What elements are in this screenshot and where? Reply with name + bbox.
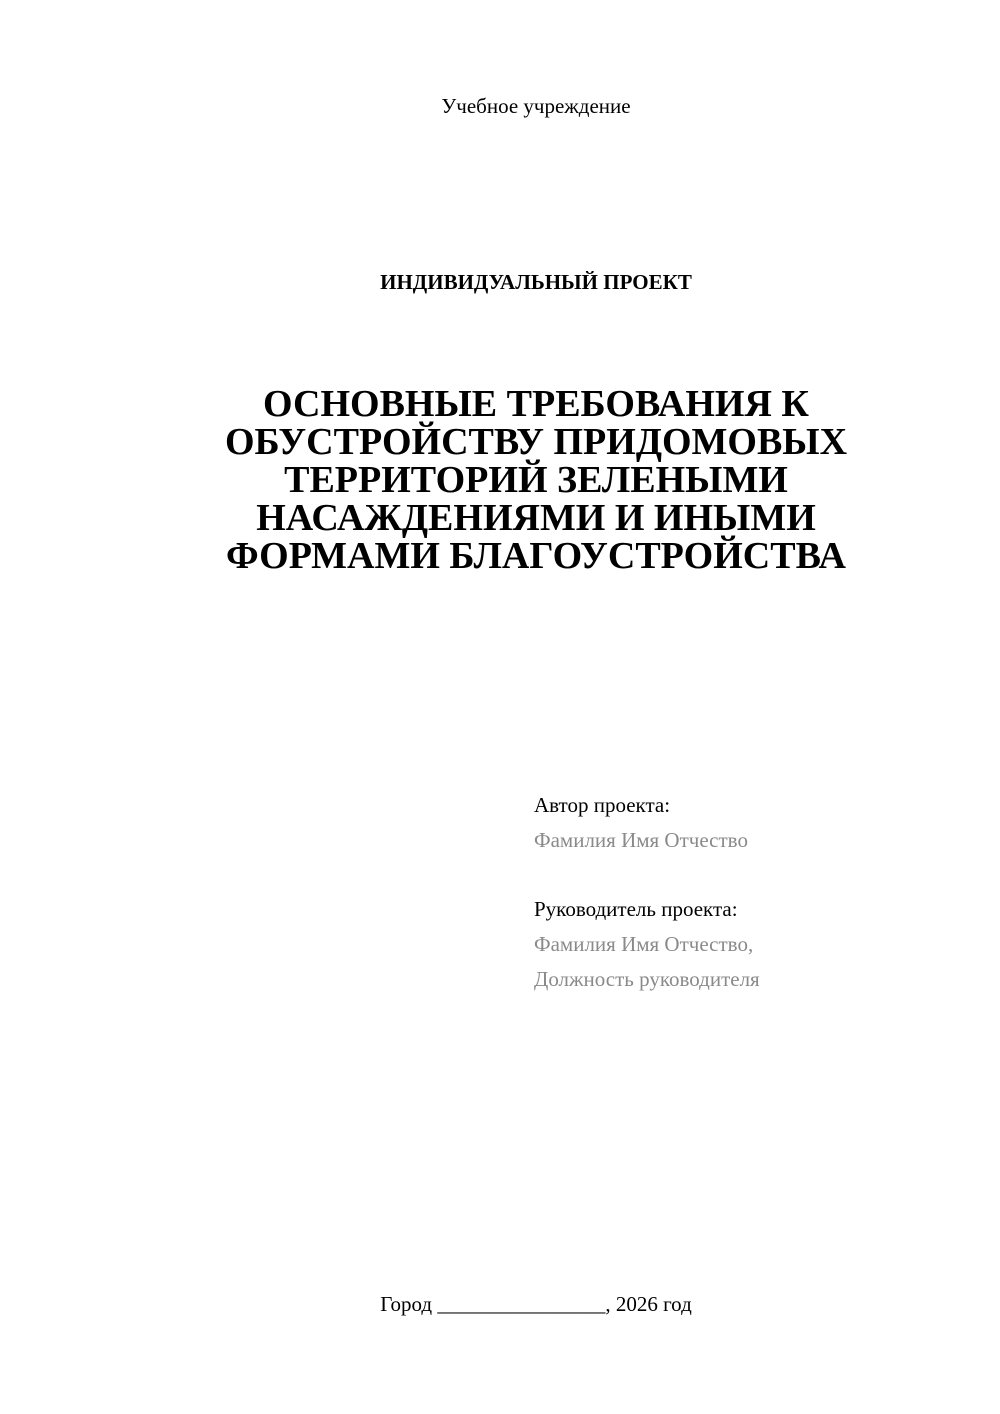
project-title-line: ОСНОВНЫЕ ТРЕБОВАНИЯ К	[263, 383, 809, 425]
project-title	[180, 385, 892, 575]
project-title-line: ФОРМАМИ БЛАГОУСТРОЙСТВА	[226, 535, 846, 577]
city-year-line: Город ________________, 2026 год	[380, 1292, 692, 1316]
author-label: Автор проекта:	[534, 793, 671, 817]
author-name-placeholder: Фамилия Имя Отчество	[534, 828, 748, 852]
project-title-line: ОБУСТРОЙСТВУ ПРИДОМОВЫХ	[224, 421, 848, 463]
project-title-line: ТЕРРИТОРИЙ ЗЕЛЕНЫМИ	[284, 459, 788, 501]
institution-name: Учебное учреждение	[441, 94, 631, 118]
credits-block	[534, 788, 974, 997]
supervisor-label: Руководитель проекта:	[534, 897, 738, 921]
supervisor-name-placeholder: Фамилия Имя Отчество,	[534, 932, 754, 956]
credits-spacer	[534, 858, 974, 892]
project-title-line: НАСАЖДЕНИЯМИ И ИНЫМИ	[256, 497, 816, 539]
project-type-heading: ИНДИВИДУАЛЬНЫЙ ПРОЕКТ	[380, 270, 692, 294]
supervisor-position-placeholder: Должность руководителя	[534, 967, 760, 991]
